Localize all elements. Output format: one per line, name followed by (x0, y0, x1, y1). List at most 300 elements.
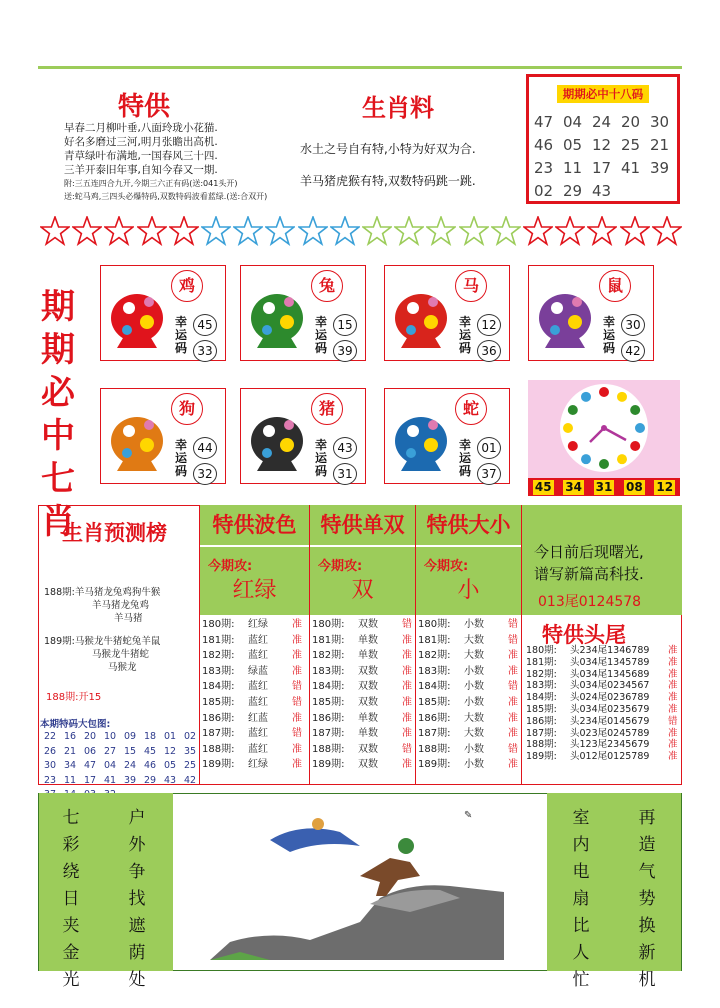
period: 181期: (202, 634, 235, 646)
lucky-number: 46 (534, 136, 554, 154)
luck-number: 30 (621, 314, 645, 336)
history-row (418, 711, 523, 727)
pick: 大数 (464, 712, 484, 724)
package-number: 42 (183, 774, 197, 786)
result: 准 (668, 692, 678, 704)
column-title: 特供大小 (416, 505, 521, 545)
lucky-number: 02 (534, 182, 554, 200)
zodiac-name: 鸡 (171, 270, 203, 302)
pick: 蓝红 (248, 650, 268, 662)
zodiac-name: 猪 (311, 393, 343, 425)
pick: 小数 (464, 681, 484, 693)
lucky-number: 21 (650, 136, 670, 154)
lucky-number: 12 (592, 136, 612, 154)
top-divider (38, 66, 682, 69)
result: 准 (508, 696, 518, 708)
zodiac-card (528, 265, 654, 361)
period: 186期: (312, 712, 345, 724)
luck-number: 36 (477, 340, 501, 362)
period: 183期: (312, 665, 345, 677)
package-number: 10 (103, 731, 117, 742)
period: 186期: (526, 715, 557, 727)
package-number: 11 (63, 774, 77, 786)
result: 错 (402, 619, 412, 630)
pick: 头034尾1345689 (570, 668, 650, 680)
package-number: 39 (123, 774, 137, 786)
package-number: 12 (163, 745, 177, 757)
zodiac-name: 马 (455, 270, 487, 302)
period: 184期: (312, 681, 345, 693)
result: 准 (402, 728, 412, 740)
lucky-number: 41 (621, 159, 641, 177)
vertical-poem: 室内电扇比人忙 (572, 808, 590, 990)
attack-box (416, 547, 521, 615)
history-row (202, 757, 311, 773)
result: 准 (292, 665, 302, 677)
history-row (202, 633, 311, 649)
pick: 双数 (358, 743, 378, 755)
prediction-line: 马猴龙牛猪蛇 (92, 649, 150, 660)
result: 准 (668, 645, 678, 656)
lucky-number: 05 (563, 136, 583, 154)
history-row (418, 726, 523, 742)
pick: 头024尾0236789 (570, 692, 650, 704)
pick: 头012尾0125789 (570, 751, 650, 763)
zodiac-name: 兔 (311, 270, 343, 302)
poem-line: 谱写新篇高科技. (534, 565, 644, 583)
lucky-number: 04 (563, 113, 583, 131)
luck-number: 33 (193, 340, 217, 362)
history-row (202, 695, 311, 711)
luck-number: 12 (477, 314, 501, 336)
pick: 双数 (358, 665, 378, 677)
head-tail-top (522, 505, 682, 615)
result: 准 (402, 665, 412, 677)
package-number: 30 (43, 760, 57, 771)
attack-label: 今期攻: (318, 559, 363, 574)
head-tail-row (526, 716, 682, 728)
head-tail-row (526, 669, 682, 681)
attack-box (200, 547, 309, 615)
title-char: 期 (41, 287, 75, 327)
clock-dot (635, 423, 645, 433)
period: 180期: (312, 619, 345, 630)
shengxiao-title: 生肖料 (362, 94, 434, 122)
pick: 红绿 (248, 759, 268, 771)
pick: 单数 (358, 634, 378, 646)
result: 错 (508, 619, 518, 630)
star-icon (587, 216, 617, 246)
zodiac-name: 鼠 (599, 270, 631, 302)
pick: 蓝红 (248, 728, 268, 740)
poem-line: 今日前后现曙光, (534, 543, 644, 561)
package-number: 26 (43, 745, 57, 757)
lucky-number: 24 (592, 113, 612, 131)
zodiac-card (100, 388, 226, 484)
poem-note: 附:三五连四合九开,今期三六正有码(送:041头开) (64, 179, 238, 188)
package-number: 34 (63, 760, 77, 771)
history-row (312, 664, 417, 680)
clock-numbers (528, 478, 680, 496)
tegong-poem (64, 121, 294, 203)
star-icon (265, 216, 295, 246)
period: 187期: (418, 728, 451, 740)
history-row (312, 617, 417, 633)
luck-label: 幸运码 (315, 438, 328, 478)
period: 182期: (526, 668, 557, 680)
zodiac-card (240, 388, 366, 484)
clock-dot (617, 454, 627, 464)
clock-dot (630, 405, 640, 415)
lucky-number: 23 (534, 159, 554, 177)
history-row (202, 679, 311, 695)
luck-number: 37 (477, 463, 501, 485)
lucky-number: 20 (621, 113, 641, 131)
package-title: 本期特码大包图: (40, 719, 111, 730)
pick: 红绿 (248, 619, 268, 630)
column-title: 特供单双 (310, 505, 415, 545)
pick: 头034尾1345789 (570, 656, 650, 668)
package-number: 27 (103, 745, 117, 757)
clock-dot (568, 441, 578, 451)
star-icon (330, 216, 360, 246)
result: 准 (668, 727, 678, 739)
pick: 小数 (464, 619, 484, 630)
zodiac-name: 蛇 (455, 393, 487, 425)
period: 181期: (418, 634, 451, 646)
result: 准 (668, 703, 678, 715)
luck-number: 45 (193, 314, 217, 336)
lucky-number: 43 (592, 182, 612, 200)
package-number: 06 (83, 745, 97, 757)
prediction-line: 马猴龙 (108, 662, 137, 673)
star-icon (491, 216, 521, 246)
package-number: 47 (83, 760, 97, 771)
history-rows (418, 617, 523, 773)
history-row (418, 633, 523, 649)
clock-number: 12 (656, 479, 674, 494)
package-number: 21 (63, 745, 77, 757)
period: 188期: (526, 739, 557, 751)
clock-dot (563, 423, 573, 433)
star-icon (362, 216, 392, 246)
result: 准 (292, 634, 302, 646)
result: 错 (292, 728, 302, 740)
odd-even-column (310, 505, 416, 785)
period: 183期: (202, 665, 235, 677)
pick: 小数 (464, 743, 484, 755)
period: 183期: (526, 680, 557, 692)
luck-label: 幸运码 (315, 315, 328, 355)
star-icon (72, 216, 102, 246)
history-row (418, 679, 523, 695)
package-number: 45 (143, 745, 157, 757)
attack-label: 今期攻: (424, 559, 469, 574)
zodiac-card (384, 388, 510, 484)
history-row (312, 726, 417, 742)
period: 184期: (202, 681, 235, 693)
clock-dot (581, 454, 591, 464)
zodiac-card (240, 265, 366, 361)
title-char: 必 (41, 373, 75, 413)
star-icon (620, 216, 650, 246)
lucky-number: 25 (621, 136, 641, 154)
star-icon (459, 216, 489, 246)
package-number: 23 (43, 774, 57, 786)
result: 准 (402, 759, 412, 771)
history-row (312, 679, 417, 695)
package-number: 43 (163, 774, 177, 786)
zodiac-papercut-icon (535, 278, 595, 350)
clock-dot (599, 459, 609, 469)
lucky-number: 17 (592, 159, 612, 177)
result: 准 (402, 696, 412, 708)
luck-label: 幸运码 (459, 315, 472, 355)
star-icon (233, 216, 263, 246)
package-number: 17 (83, 774, 97, 786)
result: 准 (668, 739, 678, 751)
lucky-number: 47 (534, 113, 554, 131)
star-icon (201, 216, 231, 246)
period: 189期: (202, 759, 235, 771)
period: 185期: (202, 696, 235, 708)
attack-value: 双 (351, 578, 374, 603)
cartoon-image (210, 802, 504, 960)
history-row (202, 648, 311, 664)
prediction-title: 生肖预测榜 (62, 521, 167, 545)
period: 189期: (526, 751, 557, 763)
result: 准 (292, 619, 302, 630)
big-small-column (416, 505, 522, 785)
history-row (312, 711, 417, 727)
package-number: 02 (183, 731, 197, 742)
package-number: 29 (143, 774, 157, 786)
head-tail-row (526, 657, 682, 669)
result: 准 (292, 712, 302, 724)
pick: 双数 (358, 681, 378, 693)
history-row (418, 664, 523, 680)
result: 准 (668, 668, 678, 680)
pick: 头034尾0234567 (570, 680, 650, 692)
star-icon (298, 216, 328, 246)
bottom-right-panel (547, 793, 681, 990)
zodiac-papercut-icon (247, 278, 307, 350)
package-number: 20 (83, 731, 97, 742)
period: 186期: (418, 712, 451, 724)
luck-number: 43 (333, 437, 357, 459)
period: 189期: (418, 759, 451, 771)
history-row (418, 617, 523, 633)
zodiac-card (100, 265, 226, 361)
result: 准 (402, 634, 412, 646)
zodiac-card (384, 265, 510, 361)
prediction-line: 189期:马猴龙牛猪蛇兔羊鼠 (44, 636, 161, 647)
result: 准 (508, 712, 518, 724)
history-row (312, 695, 417, 711)
package-number: 46 (143, 760, 157, 771)
result: 错 (292, 681, 302, 693)
prediction-open: 188期:开15 (46, 692, 102, 703)
period: 187期: (202, 728, 235, 740)
zodiac-papercut-icon (107, 278, 167, 350)
period: 184期: (526, 692, 557, 704)
luck-label: 幸运码 (175, 438, 188, 478)
period: 182期: (418, 650, 451, 662)
period: 184期: (418, 681, 451, 693)
result: 准 (668, 751, 678, 763)
luck-number: 32 (193, 463, 217, 485)
result: 错 (668, 715, 678, 727)
package-number: 04 (103, 760, 117, 771)
title-char: 肖 (41, 502, 75, 542)
poem-line: 好名多磨过三河,明月张瞻出高机. (64, 136, 218, 148)
result: 错 (508, 634, 518, 646)
wave-column (200, 505, 310, 785)
pick: 小数 (464, 759, 484, 771)
poem-line: 早春二月柳叶垂,八面玲珑小花猫. (64, 122, 218, 134)
poem-line: 青草绿叶布满地,一国春风三十四. (64, 150, 218, 162)
pick: 大数 (464, 728, 484, 740)
result: 准 (508, 665, 518, 677)
attack-value: 小 (457, 578, 480, 603)
luck-label: 幸运码 (459, 438, 472, 478)
head-tail-title: 特供头尾 (542, 623, 626, 647)
package-number: 01 (163, 731, 177, 742)
pick: 蓝红 (248, 743, 268, 755)
zodiac-papercut-icon (107, 401, 167, 473)
pick: 双数 (358, 696, 378, 708)
result: 准 (402, 650, 412, 662)
luck-number: 39 (333, 340, 357, 362)
tegong-title: 特供 (118, 92, 171, 122)
head-tail-row (526, 680, 682, 692)
history-row (202, 664, 311, 680)
attack-label: 今期攻: (208, 559, 253, 574)
package-number: 09 (123, 731, 137, 742)
lucky-number: 29 (563, 182, 583, 200)
pick: 红蓝 (248, 712, 268, 724)
star-icon (394, 216, 424, 246)
period: 181期: (526, 656, 557, 668)
zodiac-name: 狗 (171, 393, 203, 425)
pick: 小数 (464, 665, 484, 677)
shengxiao-line: 羊马猪虎猴有特,双数特码跳一跳. (300, 174, 476, 188)
poem-note: 送:蛇马鸡,三四头必爆特码,双数特码波看蓝绿.(送:合双开) (64, 192, 268, 201)
history-row (418, 695, 523, 711)
shengxiao-line: 水土之号自有特,小特为好双为合. (300, 142, 476, 156)
result: 准 (292, 650, 302, 662)
period: 182期: (202, 650, 235, 662)
period: 188期: (418, 743, 451, 755)
star-icon (137, 216, 167, 246)
period: 180期: (526, 645, 557, 656)
vertical-poem: 户外争找遮荫处 (128, 808, 146, 990)
result: 准 (508, 759, 518, 771)
luck-number: 01 (477, 437, 501, 459)
history-row (312, 757, 417, 773)
attack-box (310, 547, 415, 615)
prediction-line: 羊马猪龙兔鸡 (92, 600, 150, 611)
clock-dot (617, 392, 627, 402)
history-row (312, 742, 417, 758)
history-rows (312, 617, 417, 773)
zodiac-papercut-icon (247, 401, 307, 473)
clock-number: 45 (534, 479, 552, 494)
head-tail-row (526, 739, 682, 751)
result: 准 (668, 656, 678, 668)
result: 准 (668, 680, 678, 692)
package-number: 25 (183, 760, 197, 771)
period: 187期: (526, 727, 557, 739)
period: 188期: (312, 743, 345, 755)
package-number: 05 (163, 760, 177, 771)
package-number: 35 (183, 745, 197, 757)
star-icon (555, 216, 585, 246)
bottom-left-panel (39, 793, 173, 990)
pick: 头234尾0145679 (570, 715, 650, 727)
poem-line: 三羊开泰旧年事,自知今春又一期. (64, 164, 218, 176)
period: 180期: (202, 619, 235, 630)
head-tail-row (526, 704, 682, 716)
pick: 小数 (464, 696, 484, 708)
pick: 头023尾0245789 (570, 727, 650, 739)
pick: 绿蓝 (248, 665, 268, 677)
pick: 大数 (464, 650, 484, 662)
history-row (312, 648, 417, 664)
period: 188期: (202, 743, 235, 755)
prediction-lines (44, 586, 200, 674)
star-icon (652, 216, 682, 246)
head-tail-row (526, 751, 682, 763)
eighteen-numbers-grid (534, 111, 680, 203)
title-char: 七 (41, 459, 75, 499)
pick: 双数 (358, 619, 378, 630)
result: 准 (508, 650, 518, 662)
package-number: 41 (103, 774, 117, 786)
title-char: 期 (41, 330, 75, 370)
clock-icon (528, 380, 680, 480)
package-number: 18 (143, 731, 157, 742)
star-icon (523, 216, 553, 246)
result: 准 (292, 759, 302, 771)
prediction-line: 188期:羊马猪龙兔鸡狗牛猴 (44, 587, 161, 598)
period: 189期: (312, 759, 345, 771)
period: 183期: (418, 665, 451, 677)
clock-dot (630, 441, 640, 451)
clock-dot (599, 387, 609, 397)
result: 准 (508, 728, 518, 740)
svg-text:✎: ✎ (464, 810, 473, 821)
column-title: 特供波色 (200, 505, 309, 545)
history-row (418, 648, 523, 664)
head-tail-rows (526, 645, 682, 763)
luck-number: 31 (333, 463, 357, 485)
package-grid (40, 730, 200, 803)
pick: 单数 (358, 712, 378, 724)
head-tail-row (526, 692, 682, 704)
lucky-number: 30 (650, 113, 670, 131)
result: 错 (402, 743, 412, 755)
clock-number: 34 (565, 479, 582, 494)
eighteen-numbers-box (526, 74, 680, 204)
head-tail-row (526, 645, 682, 657)
history-rows (202, 617, 311, 773)
head-tail-column (522, 505, 682, 785)
history-row (202, 742, 311, 758)
package-number: 16 (63, 731, 77, 742)
prediction-line: 羊马猪 (114, 613, 143, 624)
period: 185期: (418, 696, 451, 708)
